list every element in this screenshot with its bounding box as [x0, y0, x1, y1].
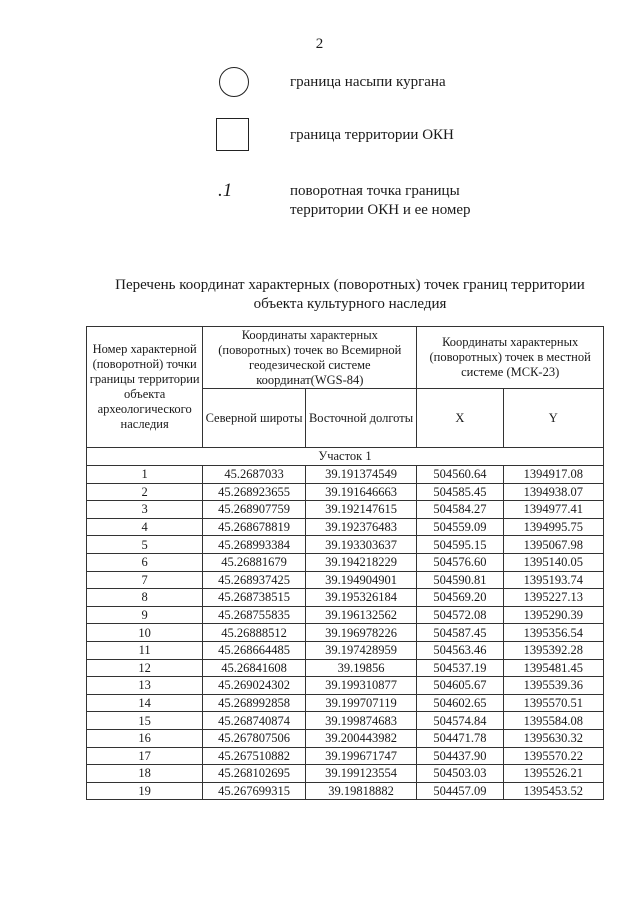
cell-point-number: 11 [87, 641, 203, 659]
section-label: Участок 1 [87, 448, 604, 466]
cell-point-number: 7 [87, 571, 203, 589]
cell-longitude: 39.195326184 [305, 589, 417, 607]
cell-y: 1395227.13 [503, 589, 603, 607]
cell-x: 504471.78 [417, 729, 503, 747]
cell-x: 504605.67 [417, 677, 503, 695]
table-row [87, 659, 604, 677]
cell-point-number: 1 [87, 466, 203, 484]
cell-point-number: 6 [87, 553, 203, 571]
turning-point-icon: .1 [218, 180, 233, 201]
cell-y: 1395356.54 [503, 624, 603, 642]
cell-point-number: 9 [87, 606, 203, 624]
cell-longitude: 39.192147615 [305, 501, 417, 519]
cell-latitude: 45.268755835 [203, 606, 305, 624]
cell-latitude: 45.267807506 [203, 729, 305, 747]
header-latitude: Северной широты [203, 389, 305, 448]
table-row [87, 677, 604, 695]
cell-point-number: 4 [87, 518, 203, 536]
cell-latitude: 45.268937425 [203, 571, 305, 589]
cell-latitude: 45.26888512 [203, 624, 305, 642]
cell-point-number: 8 [87, 589, 203, 607]
table-row [87, 606, 604, 624]
cell-latitude: 45.269024302 [203, 677, 305, 695]
cell-latitude: 45.268738515 [203, 589, 305, 607]
cell-x: 504572.08 [417, 606, 503, 624]
cell-x: 504576.60 [417, 553, 503, 571]
table-row [87, 501, 604, 519]
cell-x: 504602.65 [417, 694, 503, 712]
cell-y: 1395570.51 [503, 694, 603, 712]
cell-x: 504595.15 [417, 536, 503, 554]
table-row [87, 729, 604, 747]
cell-point-number: 5 [87, 536, 203, 554]
cell-x: 504587.45 [417, 624, 503, 642]
page-number: 2 [315, 36, 324, 52]
cell-longitude: 39.19856 [305, 659, 417, 677]
cell-latitude: 45.267699315 [203, 782, 305, 800]
table-row [87, 712, 604, 730]
cell-point-number: 2 [87, 483, 203, 501]
table-title [90, 276, 610, 314]
cell-longitude: 39.200443982 [305, 729, 417, 747]
cell-y: 1395392.28 [503, 641, 603, 659]
cell-point-number: 19 [87, 782, 203, 800]
cell-point-number: 16 [87, 729, 203, 747]
legend-mound-label: граница насыпи кургана [290, 74, 446, 90]
header-msk23: Координаты характерных (поворотных) точек в местной системе (МСК-23) [417, 327, 604, 389]
cell-longitude: 39.191374549 [305, 466, 417, 484]
header-longitude: Восточной долготы [305, 389, 417, 448]
cell-y: 1395630.32 [503, 729, 603, 747]
table-row [87, 553, 604, 571]
cell-x: 504560.64 [417, 466, 503, 484]
cell-y: 1395570.22 [503, 747, 603, 765]
cell-latitude: 45.268664485 [203, 641, 305, 659]
cell-y: 1395140.05 [503, 553, 603, 571]
cell-x: 504503.03 [417, 765, 503, 783]
cell-longitude: 39.199874683 [305, 712, 417, 730]
cell-latitude: 45.268907759 [203, 501, 305, 519]
cell-point-number: 12 [87, 659, 203, 677]
cell-longitude: 39.197428959 [305, 641, 417, 659]
header-y: Y [503, 389, 603, 448]
cell-x: 504584.27 [417, 501, 503, 519]
table-row [87, 747, 604, 765]
table-row [87, 765, 604, 783]
cell-point-number: 17 [87, 747, 203, 765]
cell-longitude: 39.199310877 [305, 677, 417, 695]
cell-x: 504590.81 [417, 571, 503, 589]
cell-longitude: 39.196132562 [305, 606, 417, 624]
cell-longitude: 39.194904901 [305, 571, 417, 589]
cell-longitude: 39.199671747 [305, 747, 417, 765]
cell-latitude: 45.26841608 [203, 659, 305, 677]
cell-latitude: 45.2687033 [203, 466, 305, 484]
cell-x: 504574.84 [417, 712, 503, 730]
territory-boundary-square-icon [216, 118, 249, 151]
cell-longitude: 39.199707119 [305, 694, 417, 712]
cell-y: 1395067.98 [503, 536, 603, 554]
cell-longitude: 39.19818882 [305, 782, 417, 800]
cell-x: 504537.19 [417, 659, 503, 677]
cell-latitude: 45.26881679 [203, 553, 305, 571]
cell-latitude: 45.268993384 [203, 536, 305, 554]
cell-point-number: 15 [87, 712, 203, 730]
cell-y: 1395526.21 [503, 765, 603, 783]
cell-x: 504585.45 [417, 483, 503, 501]
cell-x: 504569.20 [417, 589, 503, 607]
cell-y: 1394995.75 [503, 518, 603, 536]
cell-longitude: 39.196978226 [305, 624, 417, 642]
legend-territory-label: граница территории ОКН [290, 127, 454, 143]
table-row [87, 694, 604, 712]
header-x: X [417, 389, 503, 448]
table-row [87, 518, 604, 536]
legend-point-label-line1: поворотная точка границы [290, 183, 460, 199]
cell-point-number: 13 [87, 677, 203, 695]
table-row [87, 536, 604, 554]
cell-point-number: 10 [87, 624, 203, 642]
cell-y: 1395290.39 [503, 606, 603, 624]
cell-y: 1394938.07 [503, 483, 603, 501]
mound-boundary-circle-icon [219, 67, 249, 97]
coordinates-table [86, 326, 604, 800]
cell-longitude: 39.194218229 [305, 553, 417, 571]
cell-latitude: 45.268992858 [203, 694, 305, 712]
cell-x: 504563.46 [417, 641, 503, 659]
cell-y: 1394917.08 [503, 466, 603, 484]
header-wgs84: Координаты характерных (поворотных) точек во Всемирной геодезической системе координат(WGS-84) [203, 327, 417, 389]
table-row [87, 782, 604, 800]
table-row [87, 624, 604, 642]
table-row [87, 641, 604, 659]
cell-x: 504437.90 [417, 747, 503, 765]
table-row [87, 466, 604, 484]
cell-y: 1395453.52 [503, 782, 603, 800]
cell-longitude: 39.193303637 [305, 536, 417, 554]
legend-point-label-line2: территории ОКН и ее номер [290, 202, 471, 218]
table-title-line2: объекта культурного наследия [253, 296, 447, 312]
cell-longitude: 39.191646663 [305, 483, 417, 501]
table-row [87, 571, 604, 589]
table-row [87, 589, 604, 607]
cell-longitude: 39.199123554 [305, 765, 417, 783]
cell-y: 1395539.36 [503, 677, 603, 695]
cell-latitude: 45.268923655 [203, 483, 305, 501]
cell-y: 1395584.08 [503, 712, 603, 730]
table-title-line1: Перечень координат характерных (поворотных) точек границ территории [115, 277, 585, 293]
cell-latitude: 45.268740874 [203, 712, 305, 730]
cell-latitude: 45.268102695 [203, 765, 305, 783]
cell-latitude: 45.267510882 [203, 747, 305, 765]
cell-point-number: 18 [87, 765, 203, 783]
cell-x: 504559.09 [417, 518, 503, 536]
cell-y: 1395193.74 [503, 571, 603, 589]
table-row [87, 483, 604, 501]
cell-x: 504457.09 [417, 782, 503, 800]
cell-y: 1395481.45 [503, 659, 603, 677]
cell-latitude: 45.268678819 [203, 518, 305, 536]
cell-longitude: 39.192376483 [305, 518, 417, 536]
cell-y: 1394977.41 [503, 501, 603, 519]
header-point-number: Номер характерной (поворотной) точки границы территории объекта археологического наследия [87, 327, 203, 448]
cell-point-number: 3 [87, 501, 203, 519]
cell-point-number: 14 [87, 694, 203, 712]
